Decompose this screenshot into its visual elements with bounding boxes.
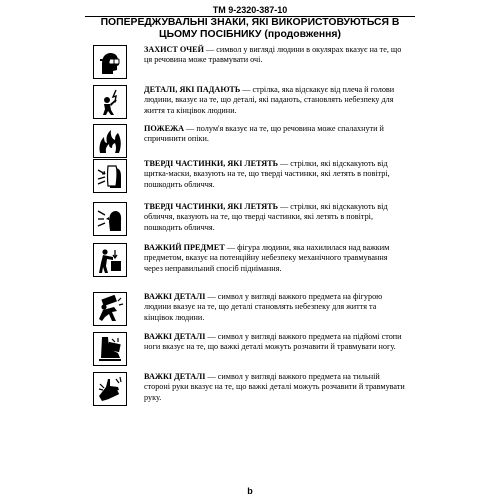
warning-entry-flying-particles-face (93, 202, 393, 238)
warning-entry-heavy-parts-foot (93, 332, 402, 368)
page-number: b (247, 486, 253, 496)
warning-term: ВАЖКИЙ ПРЕДМЕТ (144, 243, 225, 252)
warning-entry-heavy-parts-body (93, 292, 393, 328)
section-title: ПОПЕРЕДЖУВАЛЬНІ ЗНАКИ, ЯКІ ВИКОРИСТОВУЮТЬСЯ В ЦЬОМУ ПОСІБНИКУ (продовження) (100, 17, 400, 40)
heavy-parts-hand-icon (93, 372, 127, 406)
warning-term: ВАЖКІ ДЕТАЛІ (144, 292, 206, 301)
warning-text: — символ у вигляді важкого предмета на тильній стороні руки вказує на те, що важкі деталі можуть розчавити й травмувати руку. (144, 372, 405, 402)
warning-term: ВАЖКІ ДЕТАЛІ (144, 332, 206, 341)
warning-entry-heavy-parts-hand (93, 372, 405, 408)
warning-text: — полум'я вказує на те, що речовина може спалахнути й спричинити опіки. (144, 124, 384, 144)
falling-parts-icon (93, 85, 127, 119)
warning-description (144, 372, 406, 403)
warning-term: ТВЕРДІ ЧАСТИНКИ, ЯКІ ЛЕТЯТЬ (144, 159, 278, 168)
flying-particles-face-icon (93, 202, 127, 236)
warning-term: ПОЖЕЖА (144, 124, 185, 133)
warning-text: — символ у вигляді людини в окулярах вказує на те, що ця речовина може травмувати очі. (144, 45, 402, 65)
warning-entry-eye-protection (93, 45, 402, 81)
warning-description (144, 159, 406, 190)
warning-entry-fire (93, 124, 393, 160)
warning-entry-heavy-object (93, 243, 393, 279)
warning-description (144, 243, 406, 274)
warning-description (144, 292, 406, 323)
warning-text: — стрілки, які відскакують від обличчя, вказують на те, що тверді частинки, які летять в повітрі, пошкодить обличчя. (144, 202, 388, 232)
warning-description (144, 85, 406, 116)
warning-term: ВАЖКІ ДЕТАЛІ (144, 372, 206, 381)
warning-text: — символ у вигляді важкого предмета на фігурою людини вказує на те, що деталі становлять небезпеку для життя та кінцівок людини. (144, 292, 383, 322)
heavy-object-icon (93, 243, 127, 277)
eye-protection-icon (93, 45, 127, 79)
warning-text: — символ у вигляді важкого предмета на підйомі стопи ноги вказує на те, що важкі деталі можуть розчавити й травмувати ногу. (144, 332, 402, 352)
warning-text: — фігура людини, яка нахилилася над важким предметом, вказує на потенційну небезпеку механічного травмування через неправильний спосіб піднімання. (144, 243, 390, 273)
flying-particles-shield-icon (93, 159, 127, 193)
warning-term: ДЕТАЛІ, ЯКІ ПАДАЮТЬ (144, 85, 241, 94)
warning-term: ЗАХИСТ ОЧЕЙ (144, 45, 204, 54)
fire-icon (93, 124, 127, 158)
warning-description (144, 45, 406, 66)
heavy-parts-foot-icon (93, 332, 127, 366)
heavy-parts-body-icon (93, 292, 127, 326)
document-id-header: TM 9-2320-387-10 (85, 5, 415, 17)
warning-description (144, 202, 406, 233)
warning-entry-flying-particles-shield (93, 159, 393, 195)
warning-term: ТВЕРДІ ЧАСТИНКИ, ЯКІ ЛЕТЯТЬ (144, 202, 278, 211)
warning-text: — стрілка, яка відскакує від плеча й голови людини, вказує на те, що деталі, які падають, становлять небезпеку для життя та кінцівок людини. (144, 85, 395, 115)
warning-description (144, 124, 406, 145)
warning-entry-falling-parts (93, 85, 393, 121)
warning-description (144, 332, 406, 353)
warning-text: — стрілки, які відскакують від щитка-маски, вказують на те, що тверді частинки, які летять в повітрі, пошкодить обличчя. (144, 159, 390, 189)
